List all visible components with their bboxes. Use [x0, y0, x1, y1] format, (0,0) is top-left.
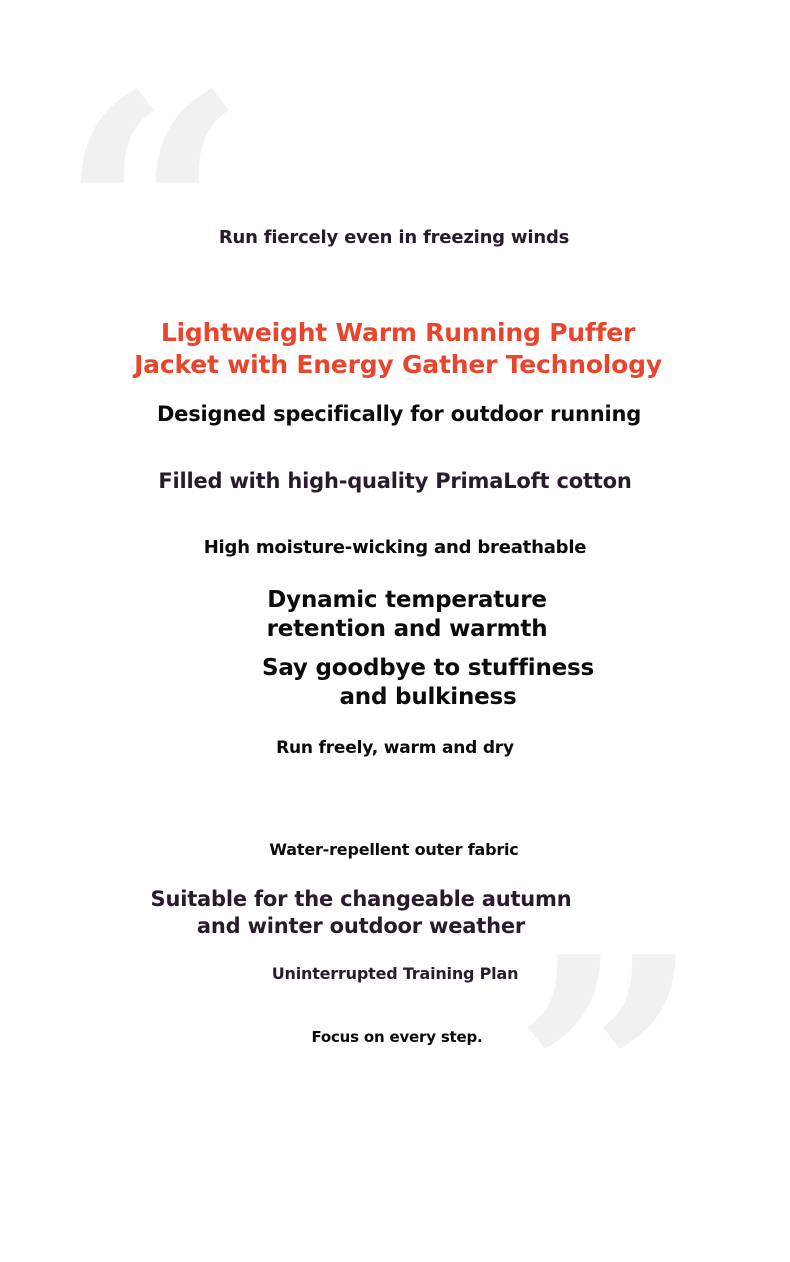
closing-slogan: Focus on every step. — [311, 1028, 483, 1046]
suitable-line-1: Suitable for the changeable autumn — [150, 887, 572, 911]
feature-water-repellent: Water-repellent outer fabric — [269, 840, 519, 859]
feature-moisture-wicking: High moisture-wicking and breathable — [203, 537, 587, 558]
close-quote-icon: ” — [512, 885, 702, 1262]
headline-line-2: Jacket with Energy Gather Technology — [134, 350, 662, 379]
headline-line-1: Lightweight Warm Running Puffer — [160, 318, 636, 347]
goodbye-line-1: Say goodbye to stuffiness — [261, 655, 595, 681]
open-quote-icon: “ — [58, 23, 248, 411]
feature-designed-for-running: Designed specifically for outdoor running — [156, 402, 642, 426]
dynamic-line-2: retention and warmth — [266, 616, 548, 642]
goodbye-line-2: and bulkiness — [339, 684, 517, 710]
feature-no-bulkiness — [258, 654, 598, 712]
tagline: Run fiercely even in freezing winds — [218, 227, 570, 248]
feature-primaloft-filling: Filled with high-quality PrimaLoft cotton — [158, 469, 632, 493]
suitable-line-2: and winter outdoor weather — [196, 914, 526, 938]
product-headline — [0, 317, 790, 381]
feature-run-freely: Run freely, warm and dry — [276, 738, 514, 758]
dynamic-line-1: Dynamic temperature — [267, 587, 547, 613]
feature-temperature-retention — [232, 586, 582, 644]
feature-training-plan: Uninterrupted Training Plan — [271, 964, 519, 983]
feature-weather-suitability — [150, 886, 572, 940]
